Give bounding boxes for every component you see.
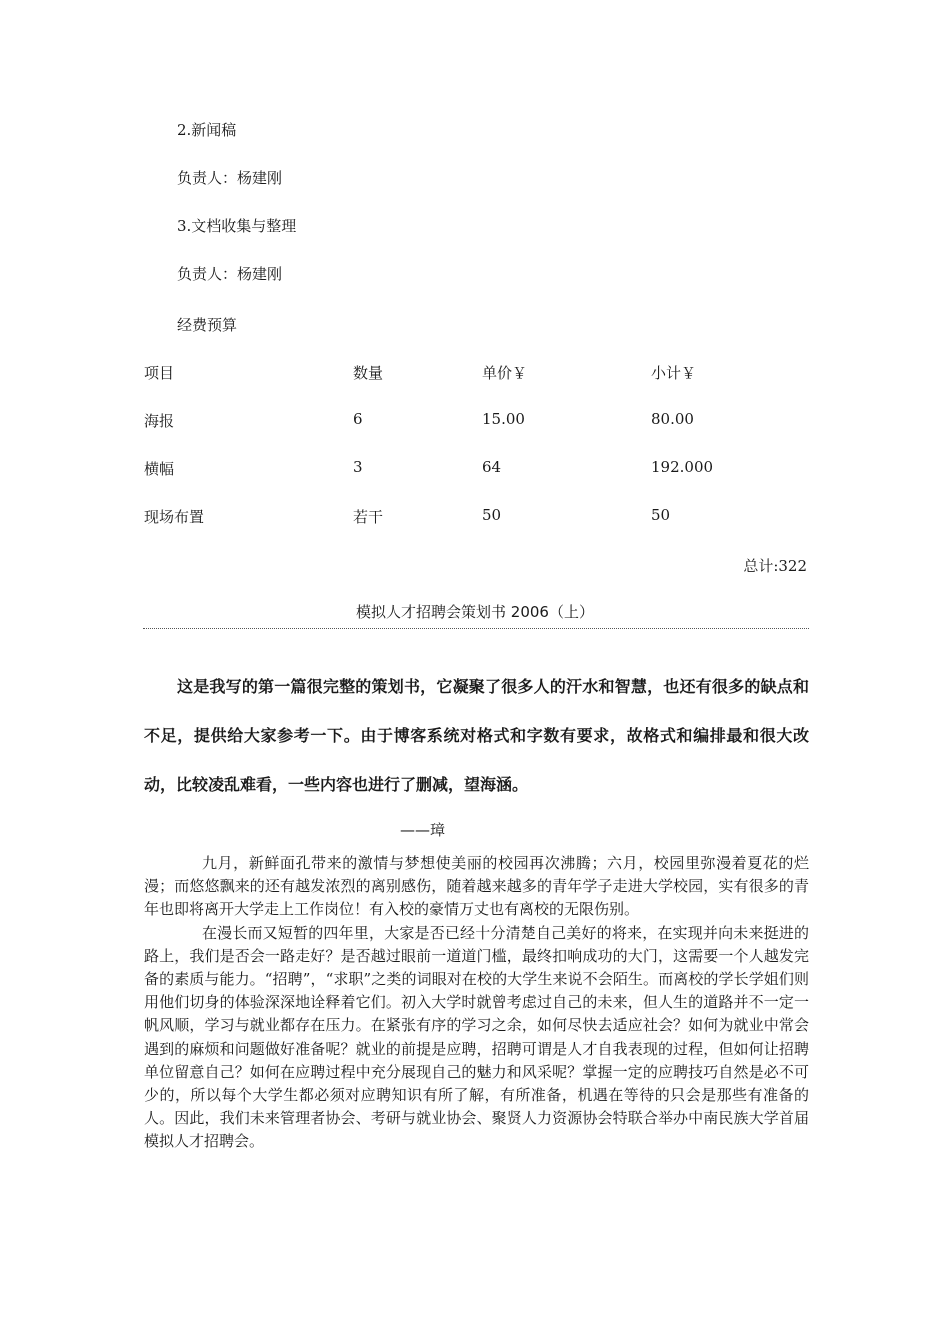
document-title: 模拟人才招聘会策划书 2006（上） (356, 603, 594, 621)
table-cell: 64 (482, 458, 502, 476)
title-divider (143, 628, 809, 629)
budget-total: 总计:322 (743, 557, 807, 575)
responsible-person-line: 负责人：杨建刚 (177, 169, 283, 187)
table-header-cell: 项目 (144, 364, 175, 382)
intro-paragraph: 这是我写的第一篇很完整的策划书，它凝聚了很多人的汗水和智慧，也还有很多的缺点和不足，提供给大家参考一下。由于博客系统对格式和字数有要求，故格式和编排最和很大改动，比较凌乱难看，一些内容也进行了删减，望海涵。 (144, 677, 809, 794)
table-row (144, 506, 809, 528)
table-header-cell: 单价￥ (482, 364, 528, 382)
budget-heading: 经费预算 (177, 316, 238, 334)
body-paragraph: 九月，新鲜面孔带来的激情与梦想使美丽的校园再次沸腾；六月，校园里弥漫着夏花的烂漫；而悠悠飘来的还有越发浓烈的离别感伤，随着越来越多的青年学子走进大学校园，实有很多的青年也即将离开大学走上工作岗位！有入校的豪情万丈也有离校的无限伤别。 (144, 854, 809, 919)
body-text (144, 852, 809, 1154)
table-cell: 192.000 (651, 458, 714, 476)
responsible-person-line: 负责人：杨建刚 (177, 265, 283, 283)
table-cell: 横幅 (144, 460, 175, 478)
table-header-cell: 小计￥ (651, 364, 697, 382)
body-paragraph: 在漫长而又短暂的四年里，大家是否已经十分清楚自己美好的将来，在实现并向未来挺进的路上，我们是否会一路走好？是否越过眼前一道道门槛，最终扣响成功的大门，这需要一个人越发完备的素质与能力。“招聘”，“求职”之类的词眼对在校的大学生来说不会陌生。而离校的学长学姐们则用他们切身的体验深深地诠释着它们。初入大学时就曾考虑过自己的未来，但人生的道路并不一定一帆风顺，学习与就业都存在压力。在紧张有序的学习之余，如何尽快去适应社会？如何为就业中常会遇到的麻烦和问题做好准备呢？就业的前提是应聘，招聘可谓是人才自我表现的过程，但如何让招聘单位留意自己？如何在应聘过程中充分展现自己的魅力和风采呢？掌握一定的应聘技巧自然是必不可少的，所以每个大学生都必须对应聘知识有所了解，有所准备，机遇在等待的只会是那些有准备的人。因此，我们未来管理者协会、考研与就业协会、聚贤人力资源协会特联合举办中南民族大学首届模拟人才招聘会。 (144, 923, 809, 1151)
table-cell: 50 (651, 506, 671, 524)
table-cell: 6 (353, 410, 363, 428)
table-cell: 现场布置 (144, 508, 205, 526)
table-header-row (144, 362, 809, 384)
table-row (144, 458, 809, 480)
table-cell: 15.00 (482, 410, 525, 428)
table-cell: 50 (482, 506, 502, 524)
table-cell: 3 (353, 458, 363, 476)
table-cell: 海报 (144, 412, 175, 430)
table-header-cell: 数量 (353, 364, 384, 382)
table-row (144, 410, 809, 432)
section-heading-documents: 3.文档收集与整理 (177, 217, 297, 235)
table-cell: 80.00 (651, 410, 694, 428)
table-cell: 若干 (353, 508, 384, 526)
section-heading-press-release: 2.新闻稿 (177, 121, 237, 139)
author-signature: ——璋 (400, 821, 446, 839)
